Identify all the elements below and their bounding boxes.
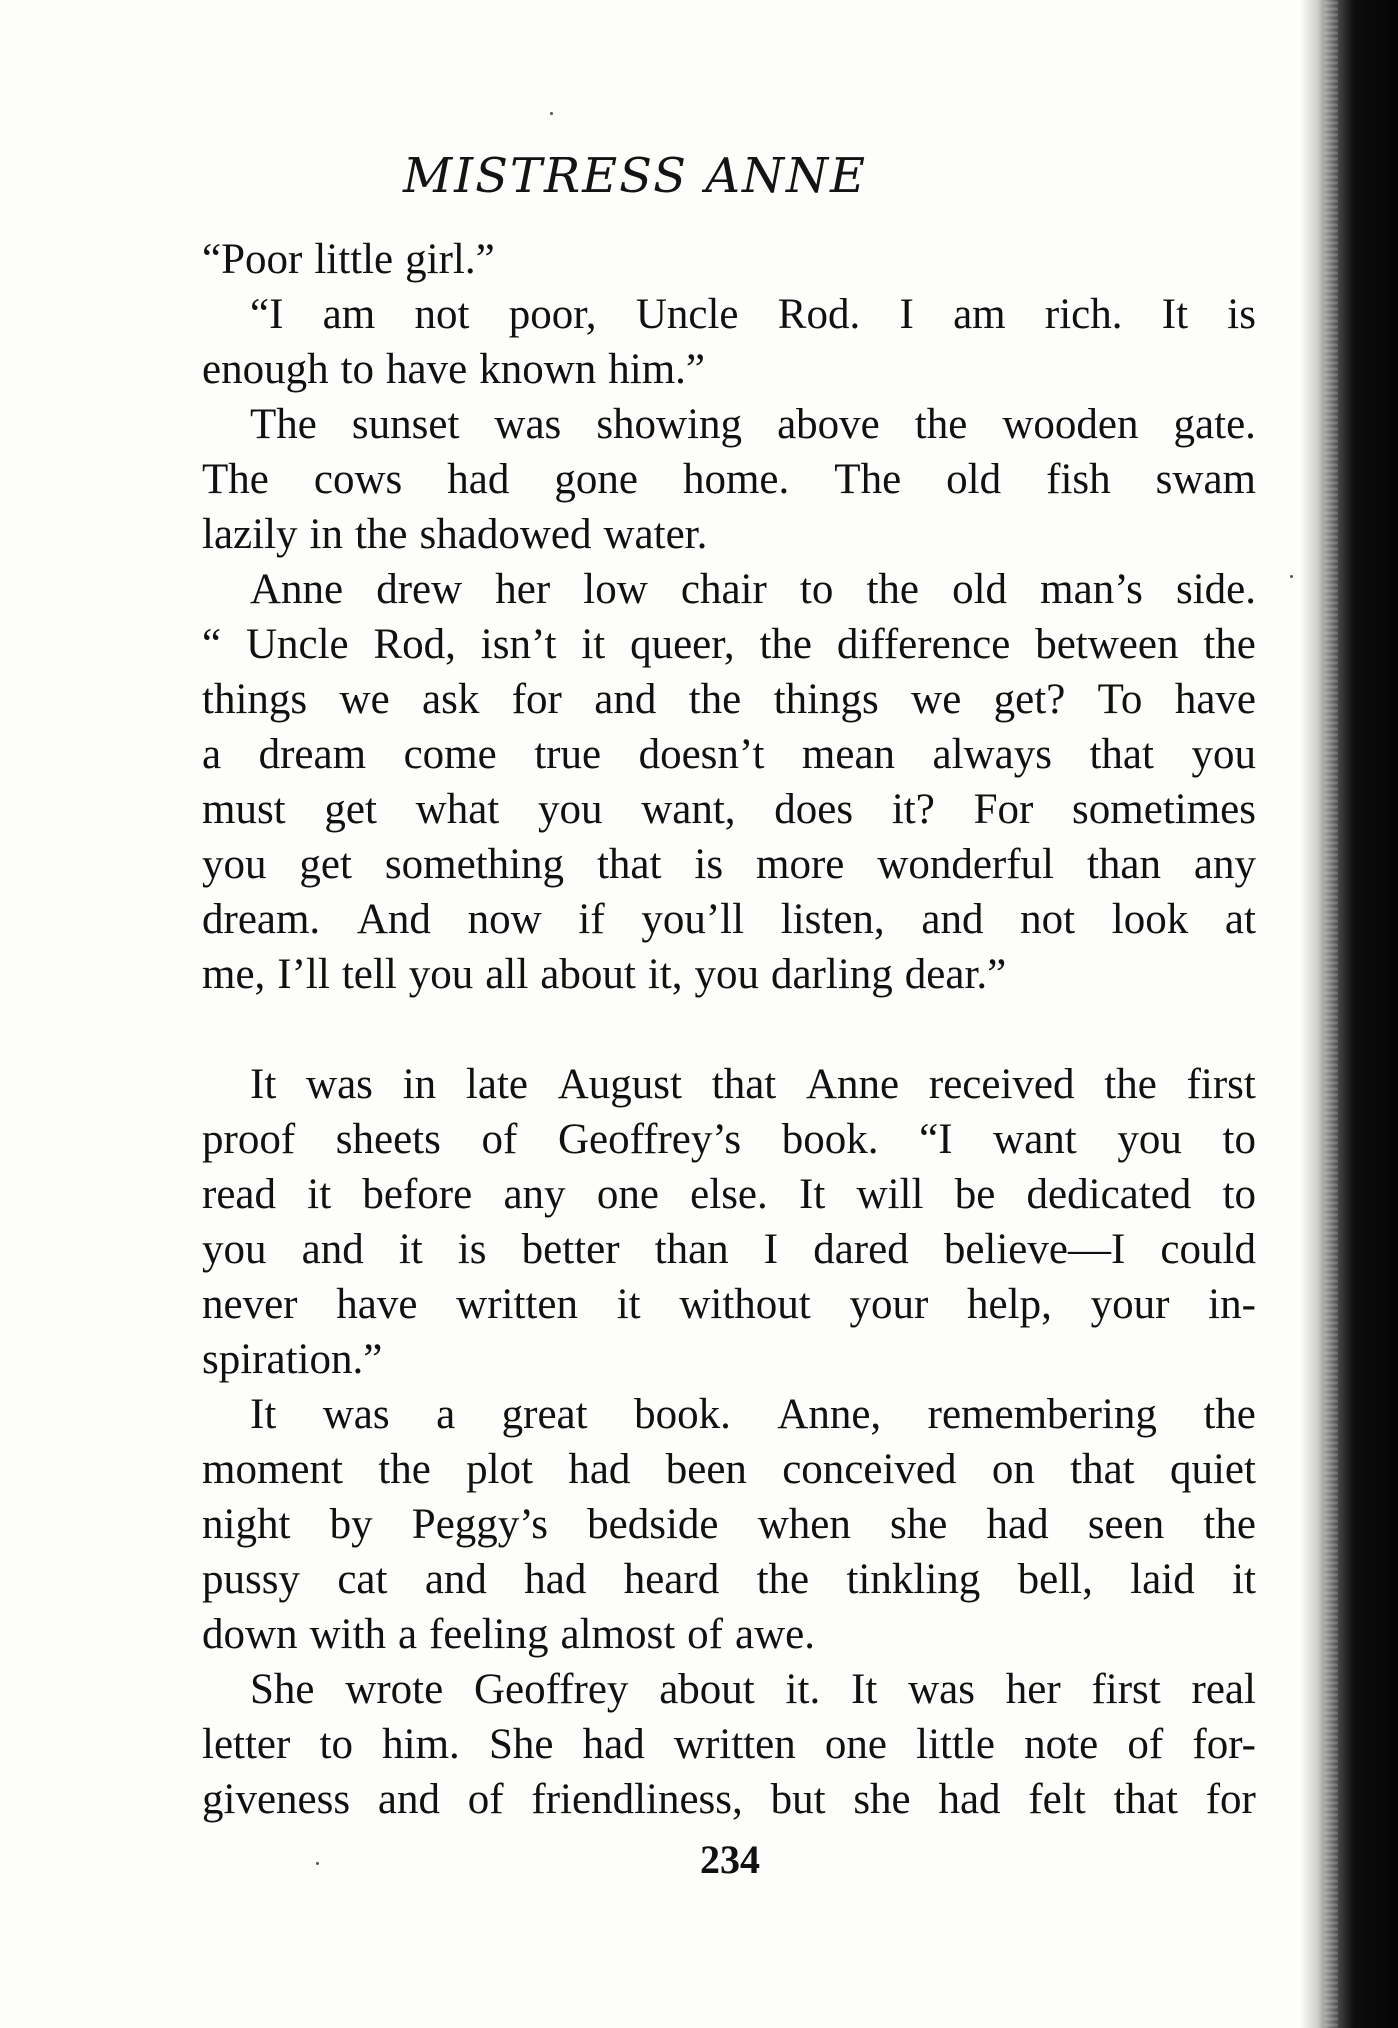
text-line: The cows had gone home. The old fish swam <box>202 456 1256 503</box>
paragraph <box>202 232 1256 287</box>
text-line: The sunset was showing above the wooden gate. <box>250 401 1256 448</box>
print-speck <box>316 1862 319 1865</box>
text-line: never have written it without your help, your in- <box>202 1281 1256 1328</box>
binding-gutter-shadow <box>1300 0 1398 2028</box>
text-line: down with a feeling almost of awe. <box>202 1611 815 1658</box>
binding-edge-texture <box>1324 0 1338 2028</box>
text-line: moment the plot had been conceived on that quiet <box>202 1446 1256 1493</box>
print-speck <box>550 112 553 115</box>
text-line: lazily in the shadowed water. <box>202 511 708 558</box>
text-line: you and it is better than I dared believe—I could <box>202 1226 1256 1273</box>
text-line: letter to him. She had written one little note of for- <box>202 1721 1256 1768</box>
text-line: read it before any one else. It will be dedicated to <box>202 1171 1256 1218</box>
section-break <box>202 1002 1256 1057</box>
text-line: giveness and of friendliness, but she had felt that for <box>202 1776 1256 1823</box>
paragraph <box>202 397 1256 562</box>
text-line: a dream come true doesn’t mean always that you <box>202 731 1256 778</box>
text-line: must get what you want, does it? For sometimes <box>202 786 1256 833</box>
paragraph <box>202 287 1256 397</box>
paragraph <box>202 562 1256 1002</box>
text-line: “I am not poor, Uncle Rod. I am rich. It is <box>250 291 1256 338</box>
text-line: enough to have known him.” <box>202 346 706 393</box>
paragraph <box>202 1662 1256 1827</box>
text-line: dream. And now if you’ll listen, and not look at <box>202 896 1256 943</box>
text-line: “ Uncle Rod, isn’t it queer, the difference between the <box>202 621 1256 668</box>
page-number: 234 <box>700 1837 760 1882</box>
text-line: proof sheets of Geoffrey’s book. “I want you to <box>202 1116 1256 1163</box>
text-line: Anne drew her low chair to the old man’s side. <box>250 566 1256 613</box>
paragraph <box>202 1387 1256 1662</box>
text-line: me, I’ll tell you all about it, you darling dear.” <box>202 951 1007 998</box>
paragraph <box>202 1057 1256 1387</box>
text-line: you get something that is more wonderful than any <box>202 841 1256 888</box>
text-line: pussy cat and had heard the tinkling bell, laid it <box>202 1556 1256 1603</box>
print-speck <box>1290 575 1293 578</box>
text-line: It was in late August that Anne received the first <box>250 1061 1256 1108</box>
text-line: She wrote Geoffrey about it. It was her first real <box>250 1666 1256 1713</box>
text-line: It was a great book. Anne, remembering the <box>250 1391 1256 1438</box>
text-line: “Poor little girl.” <box>202 236 495 283</box>
text-line: night by Peggy’s bedside when she had seen the <box>202 1501 1256 1548</box>
running-head: MISTRESS ANNE <box>402 148 868 204</box>
text-line: things we ask for and the things we get? To have <box>202 676 1256 723</box>
text-line: spiration.” <box>202 1336 383 1383</box>
body-text <box>202 232 1256 1827</box>
